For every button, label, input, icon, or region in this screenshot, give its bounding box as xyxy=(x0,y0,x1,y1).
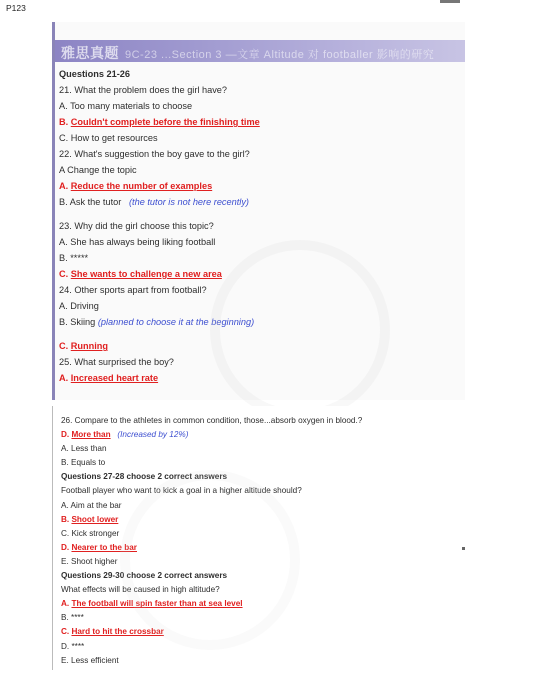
answer-text: Reduce the number of examples xyxy=(70,181,213,191)
option-27e: E. Shoot higher xyxy=(61,556,118,566)
answer-letter: A. xyxy=(59,181,69,191)
banner-title: 雅思真题 xyxy=(61,45,119,61)
option-26a: A. Less than xyxy=(61,444,107,454)
top-rule xyxy=(440,0,460,3)
answer-letter: C. xyxy=(59,341,69,351)
banner-subtitle: 9C-23 ...Section 3 —文章 Altitude 对 footballer 影响的研究 xyxy=(125,49,435,61)
option-22b xyxy=(59,194,459,210)
answer-letter: B. xyxy=(61,514,70,524)
question-21: 21. What the problem does the girl have? xyxy=(59,85,228,95)
answer-text: The football will spin faster than at sea level xyxy=(71,599,243,609)
answer-letter: C. xyxy=(61,627,70,637)
section-heading: Questions 29-30 choose 2 correct answers xyxy=(61,571,228,581)
option-23b: B. ***** xyxy=(59,253,89,263)
section-heading: Questions 27-28 choose 2 correct answers xyxy=(61,472,228,482)
option-text: B. Skiing xyxy=(59,317,96,327)
answer-text: Hard to hit the crossbar xyxy=(71,627,164,637)
option-text: B. Ask the tutor xyxy=(59,197,122,207)
answer-letter: D. xyxy=(61,542,70,552)
section-heading: Questions 21-26 xyxy=(59,69,130,79)
section-banner xyxy=(55,40,465,62)
answer-text: More than xyxy=(71,430,111,440)
option-22a: A Change the topic xyxy=(59,165,137,175)
option-21c: C. How to get resources xyxy=(59,133,158,143)
option-29b: B. **** xyxy=(61,613,84,623)
option-27c: C. Kick stronger xyxy=(61,528,120,538)
answer-letter: D. xyxy=(61,430,70,440)
option-24a: A. Driving xyxy=(59,301,99,311)
answer-text: Shoot lower xyxy=(71,514,119,524)
answer-text: Increased heart rate xyxy=(70,373,159,383)
answer-letter: A. xyxy=(59,373,69,383)
option-23a: A. She has always being liking football xyxy=(59,237,216,247)
option-29e: E. Less efficient xyxy=(61,655,119,665)
option-21b-answer xyxy=(59,114,459,130)
question-25: 25. What surprised the boy? xyxy=(59,357,174,367)
option-27a: A. Aim at the bar xyxy=(61,500,122,510)
question-29-30: What effects will be caused in high altitude? xyxy=(61,585,220,595)
question-22: 22. What's suggestion the boy gave to the girl? xyxy=(59,149,250,159)
handwritten-note: (planned to choose it at the beginning) xyxy=(97,317,255,327)
answer-letter: A. xyxy=(61,599,70,609)
question-23: 23. Why did the girl choose this topic? xyxy=(59,221,214,231)
scan-speck xyxy=(462,547,465,550)
option-29d: D. **** xyxy=(61,641,85,651)
question-27-28: Football player who want to kick a goal in a higher altitude should? xyxy=(61,486,302,496)
option-26d-answer xyxy=(61,428,461,442)
option-22a-answer xyxy=(59,178,459,194)
answer-text: She wants to challenge a new area xyxy=(70,269,222,279)
watermark-circle xyxy=(120,470,300,650)
question-26: 26. Compare to the athletes in common condition, those...absorb oxygen in blood.? xyxy=(61,416,363,425)
answer-text: Running xyxy=(70,341,108,351)
handwritten-note: (the tutor is not here recently) xyxy=(128,197,249,207)
answer-letter: C. xyxy=(59,269,69,279)
watermark-circle xyxy=(210,240,390,420)
option-21a: A. Too many materials to choose xyxy=(59,101,193,111)
answer-text: Couldn't complete before the finishing time xyxy=(70,117,260,127)
page-label: P123 xyxy=(6,3,26,13)
handwritten-note: (Increased by 12%) xyxy=(117,430,189,440)
option-26b: B. Equals to xyxy=(61,458,106,468)
answer-text: Nearer to the bar xyxy=(71,542,137,552)
answer-letter: B. xyxy=(59,117,69,127)
question-24: 24. Other sports apart from football? xyxy=(59,285,207,295)
